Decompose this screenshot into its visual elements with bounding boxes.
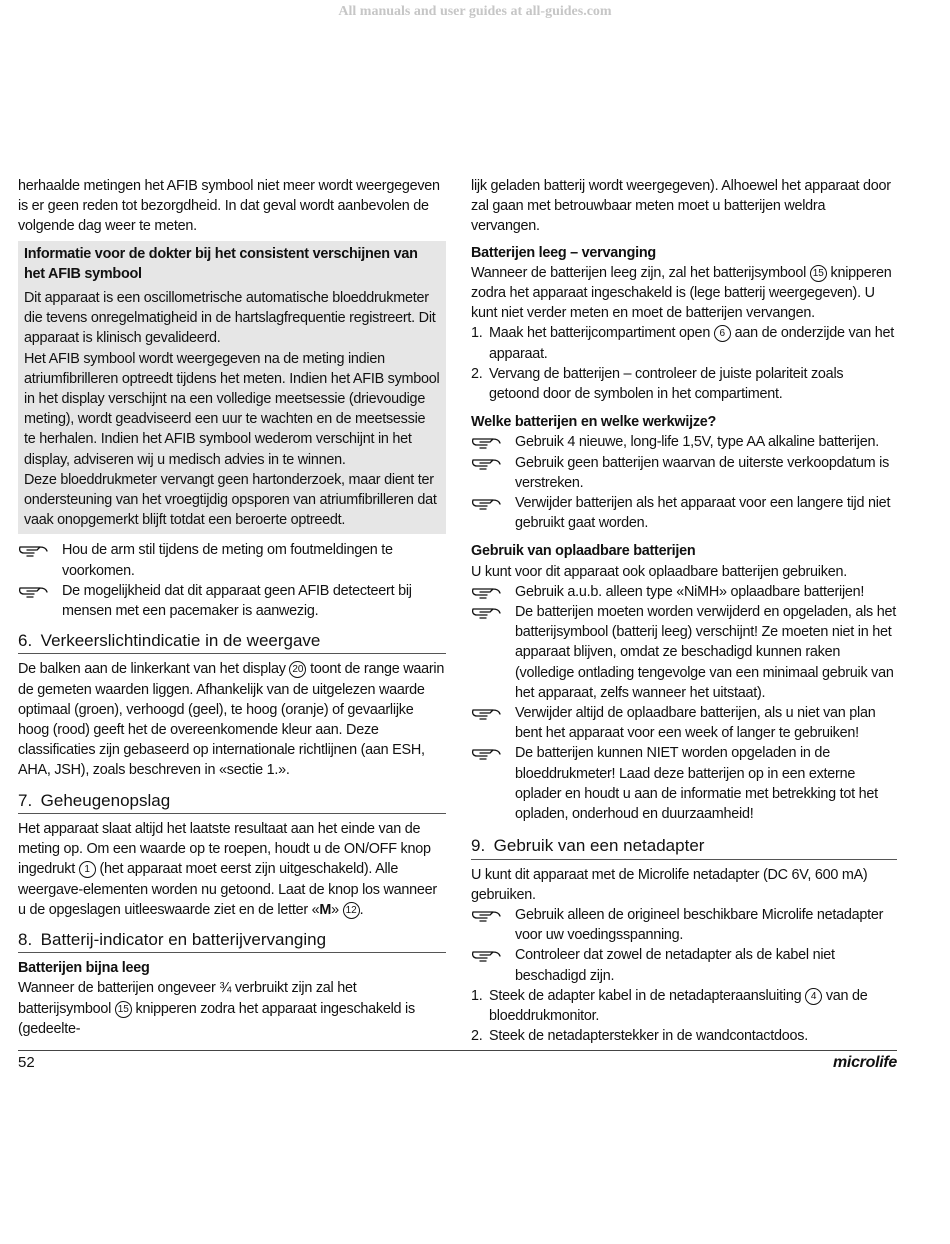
note-item: Controleer dat zowel de netadapter als de kabel niet beschadigd zijn.	[471, 945, 897, 985]
doctor-info-title: Informatie voor de dokter bij het consistent verschijnen van het AFIB symbool	[24, 245, 418, 282]
rechargeable-intro: U kunt voor dit apparaat ook oplaadbare batterijen gebruiken.	[471, 563, 847, 580]
note-item: Gebruik geen batterijen waarvan de uiterste verkoopdatum is verstreken.	[471, 453, 897, 493]
pointing-hand-icon	[18, 542, 50, 558]
reference-number: 6	[714, 325, 731, 342]
left-column	[18, 176, 446, 1039]
page-number: 52	[18, 1054, 35, 1071]
doctor-info-box	[18, 241, 446, 535]
pointing-hand-icon	[471, 495, 503, 511]
empty-battery-text: Wanneer de batterijen leeg zijn, zal het batterijsymbool 15 knipperen zodra het apparaat ingeschakeld is (lege batterij weergegeven). U kunt niet verder meten en moet de batterijen vervangen.	[471, 264, 892, 322]
section-9-heading: 9. Gebruik van een netadapter	[471, 836, 897, 859]
note-item: Gebruik alleen de origineel beschikbare Microlife netadapter voor uw voedingsspanning.	[471, 905, 897, 945]
numbered-step: 1. Maak het batterijcompartiment open 6 aan de onderzijde van het apparaat.	[471, 325, 894, 362]
section-6-text: De balken aan de linkerkant van het display 20 toont de range waarin de gemeten waarden liggen. Afhankelijk van de uitgelezen waarde optimaal (groen), verhoogd (geel), te hoog (oranje) of gevaarlijke hoog (rood) geeft het de overeenkomende kleur aan. Deze classificaties zijn gebaseerd op internationale richtlijnen (aan ESH, AHA, JSH), zoals beschreven in «sectie 1.».	[18, 661, 445, 779]
reference-number: 12	[343, 902, 360, 919]
pointing-hand-icon	[471, 434, 503, 450]
brand-logo: microlife	[833, 1054, 897, 1071]
note-item: De batterijen moeten worden verwijderd en opgeladen, als het batterijsymbool (batterij leeg) verschijnt! Ze moeten niet in het apparaat blijven, omdat ze beschadigd kunnen raken (volledige ontlading tengevolge van een minimaal gebruik van het apparaat, zelfs wanneer het uitstaat).	[471, 602, 897, 703]
note-item: De mogelijkheid dat dit apparaat geen AFIB detecteert bij mensen met een pacemaker is aanwezig.	[18, 581, 446, 621]
subheading-which-batteries: Welke batterijen en welke werkwijze?	[471, 414, 717, 431]
doctor-info-p3: Deze bloeddrukmeter vervangt geen hartonderzoek, maar dient ter ondersteuning van het vroegtijdig opsporen van atriumfibrilleren dat vaak onopgemerkt blijft totdat een beroerte optreedt.	[24, 471, 437, 529]
subheading-empty-battery: Batterijen leeg – vervanging	[471, 244, 656, 261]
subheading-low-battery: Batterijen bijna leeg	[18, 960, 150, 977]
note-item: Verwijder altijd de oplaadbare batterijen, als u niet van plan bent het apparaat voor een week of langer te gebruiken!	[471, 703, 897, 743]
section-6-heading: 6. Verkeerslichtindicatie in de weergave	[18, 631, 446, 654]
doctor-info-p2: Het AFIB symbool wordt weergegeven na de meting indien atriumfibrilleren optreedt tijdens het meten. Indien het AFIB symbool in het display verschijnt na een volledige meetsessie (drievoudige meting), wordt geadviseerd een uur te wachten en de meetsessie te herhalen. Indien het AFIB symbool wederom verschijnt in het display, adviseren wij u medisch advies in te winnen.	[24, 350, 440, 468]
section-8-heading: 8. Batterij-indicator en batterijvervanging	[18, 930, 446, 953]
adapter-intro: U kunt dit apparaat met de Microlife netadapter (DC 6V, 600 mA) gebruiken.	[471, 866, 868, 903]
doctor-info-p1: Dit apparaat is een oscillometrische automatische bloeddrukmeter die tevens onregelmatigheid in de hartslagfrequentie registreert. Dit apparaat is klinisch gevalideerd.	[24, 290, 436, 347]
reference-number: 4	[805, 988, 822, 1005]
reference-number: 15	[115, 1001, 132, 1018]
note-item: Hou de arm stil tijdens de meting om foutmeldingen te voorkomen.	[18, 540, 446, 580]
low-battery-text: Wanneer de batterijen ongeveer ¾ verbruikt zijn zal het batterijsymbool 15 knipperen zodra het apparaat ingeschakeld is (gedeelte-	[18, 980, 415, 1037]
reference-number: 20	[289, 661, 306, 678]
note-item: De batterijen kunnen NIET worden opgeladen in de bloeddrukmeter! Laad deze batterijen op in een externe oplader en houdt u aan de informatie met betrekking tot het opladen, onderhoud en duurzaamheid!	[471, 743, 897, 824]
pointing-hand-icon	[471, 907, 503, 923]
pointing-hand-icon	[471, 947, 503, 963]
subheading-rechargeable: Gebruik van oplaadbare batterijen	[471, 543, 696, 560]
numbered-step: 2. Vervang de batterijen – controleer de juiste polariteit zoals getoond door de symbolen in het compartiment.	[471, 365, 844, 403]
pointing-hand-icon	[471, 745, 503, 761]
section-7-text: Het apparaat slaat altijd het laatste resultaat aan het einde van de meting op. Om een waarde op te roepen, houdt u de ON/OFF knop ingedrukt 1 (het apparaat moet eerst zijn uitgeschakeld). Alle weergave-elementen worden nu getoond. Laat de knop los wanneer u de opgeslagen uitleeswaarde ziet en de letter «M» 12 .	[18, 820, 437, 918]
reference-number: 15	[810, 265, 827, 282]
pointing-hand-icon	[471, 584, 503, 600]
reference-number: 1	[79, 861, 96, 878]
right-column	[471, 176, 897, 1046]
pointing-hand-icon	[471, 604, 503, 620]
watermark: All manuals and user guides at all-guides.com	[338, 4, 612, 19]
numbered-step: 2. Steek de netadapterstekker in de wandcontactdoos.	[471, 1028, 808, 1045]
pointing-hand-icon	[18, 583, 50, 599]
numbered-step: 1. Steek de adapter kabel in de netadapteraansluiting 4 van de bloeddrukmonitor.	[471, 987, 868, 1024]
pointing-hand-icon	[471, 455, 503, 471]
continued-paragraph: lijk geladen batterij wordt weergegeven). Alhoewel het apparaat door zal gaan met betrouwbaar meten moet u batterijen weldra vervangen.	[471, 178, 891, 235]
footer-divider	[18, 1050, 897, 1051]
section-7-heading: 7. Geheugenopslag	[18, 791, 446, 814]
note-item: Gebruik a.u.b. alleen type «NiMH» oplaadbare batterijen!	[471, 582, 897, 602]
pointing-hand-icon	[471, 705, 503, 721]
note-item: Gebruik 4 nieuwe, long-life 1,5V, type AA alkaline batterijen.	[471, 432, 897, 452]
intro-paragraph: herhaalde metingen het AFIB symbool niet meer wordt weergegeven is er geen reden tot bezorgdheid. In dat geval wordt aanbevolen de volgende dag weer te meten.	[18, 178, 440, 235]
note-item: Verwijder batterijen als het apparaat voor een langere tijd niet gebruikt gaat worden.	[471, 493, 897, 533]
